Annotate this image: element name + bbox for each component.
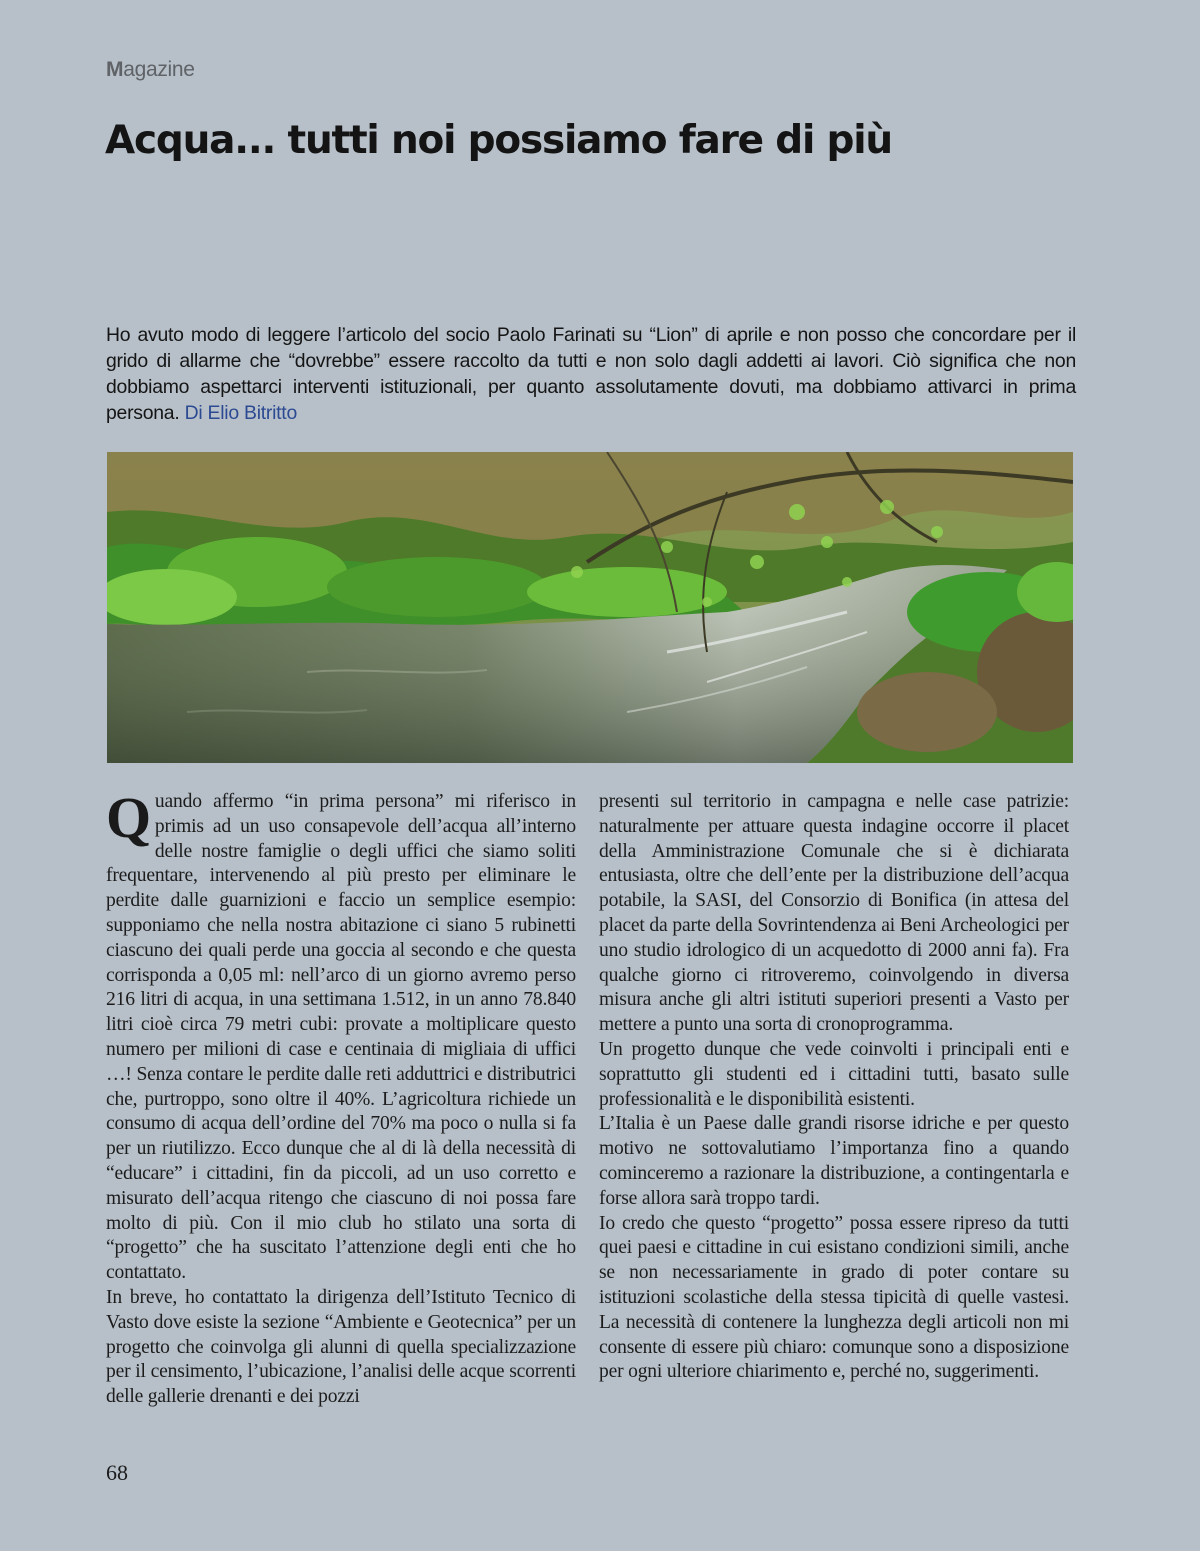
paragraph: presenti sul territorio in campagna e nelle case patrizie: naturalmente per attuare questa indagine occorre il placet della Amministrazione Comunale che si è dichiarata entusiasta, oltre che dell’ente per la distribuzione dell’acqua potabile, la SASI, del Consorzio di Bonifica (in attesa del placet da parte della Sovrintendenza ai Beni Archeologici per uno studio idrologico di un acquedotto di 2000 anni fa). Fra qualche giorno ci ritroveremo, coinvolgendo in diversa misura anche gli altri istituti superiori presenti a Vasto per mettere a punto una sorta di cronoprogramma.	[599, 791, 1069, 1036]
paragraph-text: uando affermo “in prima persona” mi riferisco in primis ad un uso consapevole dell’acqua all’interno delle nostre famiglie o degli uffici che siamo soliti frequentare, intervenendo al più presto per eliminare le perdite dalle guarnizioni e faccio un semplice esempio: supponiamo che nella nostra abitazione ci siano 5 rubinetti ciascuno dei quali perde una goccia al secondo e che questa corrisponda a 0,05 ml: nell’arco di un giorno avremo perso 216 litri di acqua, in una settimana 1.512, in un anno 78.840 litri cioè circa 79 metri cubi: provate a moltiplicare questo numero per milioni di case e centinaia di migliaia di uffici …! Senza contare le perdite dalle reti adduttrici e distributrici che, purtroppo, sono oltre il 40%. L’agricoltura richiede un consumo di acqua dell’ordine del 70% ma poco o nulla si fa per un riutilizzo. Ecco dunque che al di là della necessità di “educare” i cittadini, fin da piccoli, ad un uso corretto e misurato dell’acqua ritengo che ciascuno di noi possa fare molto di più. Con il mio club ho stilato una sorta di “progetto” che ha suscitato l’attenzione degli enti che ho contattato.	[106, 791, 576, 1284]
drop-cap: Q	[106, 785, 151, 850]
article-title: Acqua... tutti noi possiamo fare di più	[105, 118, 892, 163]
paragraph: Un progetto dunque che vede coinvolti i principali enti e soprattutto gli studenti ed i cittadini tutti, basato sulle professionalità e le disponibilità esistenti.	[599, 1038, 1069, 1110]
paragraph: Io credo che questo “progetto” possa essere ripreso da tutti quei paesi e cittadine in cui esistano condizioni simili, anche se non necessariamente in grado di poter contare su istituzioni scolastiche della stessa tipicità di quelle vastesi. La necessità di contenere la lunghezza degli articoli non mi consente di essere più chiaro: comunque sono a disposizione per ogni ulteriore chiarimento e, perché no, suggerimenti.	[599, 1212, 1069, 1383]
section-label-rest: agazine	[123, 58, 195, 81]
article-column-left	[106, 785, 576, 1410]
lead-text: Ho avuto modo di leggere l’articolo del socio Paolo Farinati su “Lion” di aprile e non posso che concordare per il grido di allarme che “dovrebbe” essere raccolto da tutti e non solo dagli addetti ai lavori. Ciò significa che non dobbiamo aspettarci interventi istituzionali, per quanto assolutamente dovuti, ma dobbiamo attivarci in prima persona.	[106, 324, 1076, 424]
section-label	[106, 58, 195, 82]
paragraph: L’Italia è un Paese dalle grandi risorse idriche e per questo motivo ne sottovalutiamo l’importanza fino a quando cominceremo a razionare la distribuzione, a contingentarla e forse allora sarà troppo tardi.	[599, 1113, 1069, 1209]
page-number: 68	[106, 1460, 128, 1485]
article-column-right	[599, 790, 1069, 1385]
paragraph: In breve, ho contattato la dirigenza dell’Istituto Tecnico di Vasto dove esiste la sezione “Ambiente e Geotecnica” per un progetto che coinvolga gli alunni di quella specializzazione per il censimento, l’ubicazione, l’analisi delle acque scorrenti delle gallerie drenanti e dei pozzi	[106, 1286, 576, 1408]
section-label-initial: M	[106, 58, 124, 81]
article-lead	[106, 322, 1076, 426]
paragraph	[106, 785, 576, 1286]
author-byline: Di Elio Bitritto	[184, 402, 297, 424]
river-photo	[107, 452, 1073, 763]
